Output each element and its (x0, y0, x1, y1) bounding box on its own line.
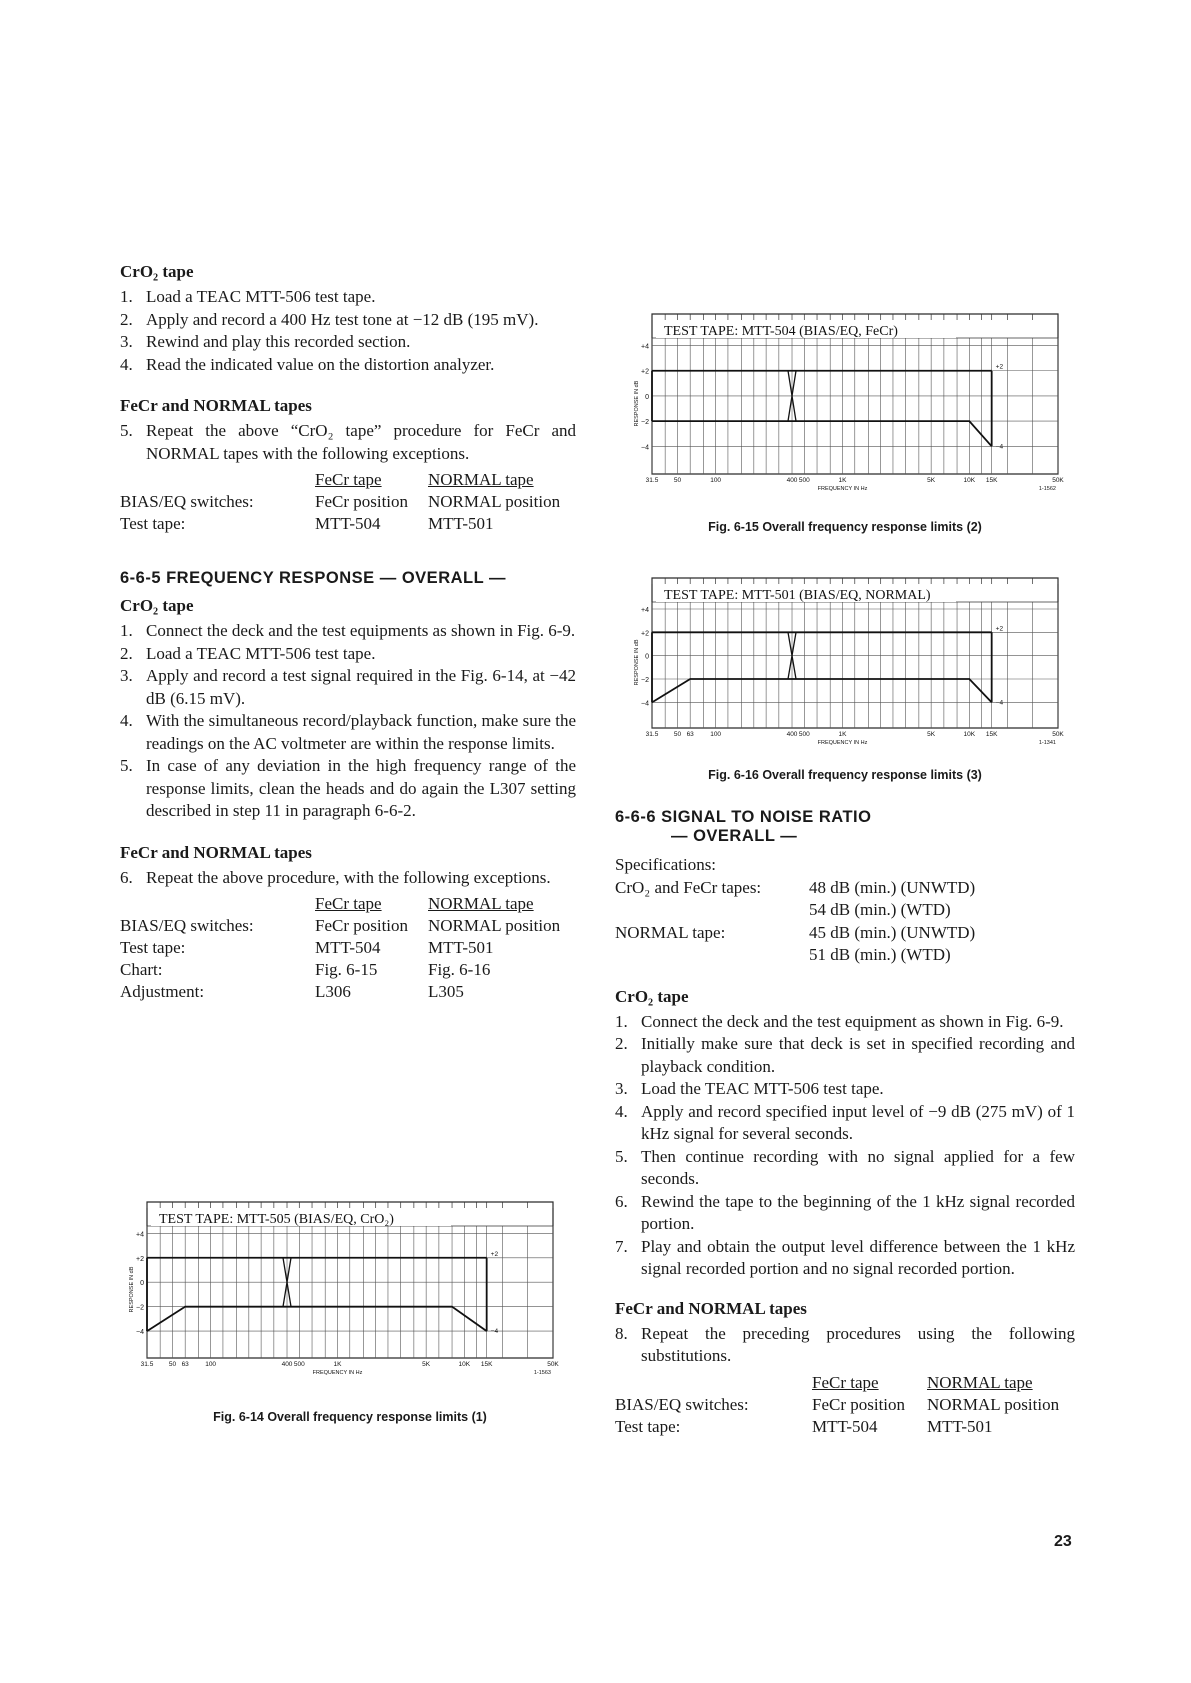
cro2-heading-3: CrO₂ tape (615, 986, 689, 1006)
lower-limit-line (652, 421, 992, 446)
list-item: 5. In case of any deviation in the high frequency range of the response limits, clean the heads and do again the L307 setting described in step 11 in paragraph 6-6-2. (120, 756, 576, 820)
x-tick-label: 100 (205, 1361, 217, 1368)
y-tick-label: +2 (136, 1255, 144, 1263)
y-tick-label: +4 (136, 1231, 144, 1239)
y-tick-label: 0 (645, 653, 649, 661)
figure-6-15 (630, 308, 1064, 508)
y-tick-label: 0 (645, 393, 649, 401)
fecr-heading-3: FeCr and NORMAL tapes (615, 1298, 807, 1318)
cro2-heading: CrO₂ tape (120, 262, 194, 281)
x-tick-label: 1K (838, 731, 847, 738)
switch-table-2: FeCr tape NORMAL tape BIAS/EQ switches: FeCr position NORMAL position Test tape: MTT-504 MTT-501 Chart: Fig. 6-15 Fig. 6-16 Adjustment: L306 L305 (120, 894, 561, 1001)
list-item: 1. Connect the deck and the test equipments as shown in Fig. 6-9. (120, 621, 576, 640)
upper-limit-label: +2 (490, 1250, 499, 1258)
y-tick-label: −4 (641, 700, 649, 708)
y-tick-label: +4 (641, 607, 649, 614)
x-axis-label: FREQUENCY IN Hz (817, 740, 868, 746)
specs-label: Specifications: (615, 855, 717, 874)
x-tick-label: 500 (798, 477, 810, 484)
specs-table (615, 877, 975, 967)
chart-6-15 (630, 308, 1064, 508)
lower-limit-label: −4 (490, 1328, 499, 1336)
table-row: Test tape: MTT-504 MTT-501 (615, 1416, 993, 1436)
x-tick-label: 5K (422, 1361, 431, 1368)
lower-limit-line (652, 679, 992, 702)
list-item: 6. Rewind the tape to the beginning of the 1 kHz signal recorded portion. (615, 1191, 1075, 1233)
list-item: 7. Play and obtain the output level difference between the 1 kHz signal recorded portion and no signal recorded portion. (615, 1236, 1075, 1278)
x-tick-label: 400 (281, 1361, 293, 1368)
x-tick-label: 50K (547, 1361, 559, 1368)
lower-limit-line (147, 1307, 487, 1331)
list-item: 3. Load the TEAC MTT-506 test tape. (615, 1079, 884, 1098)
x-tick-label: 31.5 (645, 477, 659, 484)
chart-title: TEST TAPE: MTT-505 (BIAS/EQ, CrO₂) (159, 1212, 394, 1227)
x-tick-label: 400 (786, 477, 798, 484)
chart-code: 1-1563 (533, 1370, 551, 1376)
table-row: Chart: Fig. 6-15 Fig. 6-16 (120, 960, 491, 979)
y-tick-label: −4 (641, 444, 649, 452)
y-axis-label: RESPONSE IN dB (129, 1266, 135, 1313)
x-tick-label: 100 (710, 731, 722, 738)
section-title-6-6-6-sub: — OVERALL — (671, 827, 798, 845)
x-tick-label: 15K (985, 731, 998, 738)
table-row: BIAS/EQ switches: FeCr position NORMAL position (120, 492, 561, 511)
table-row: CrO₂ and FeCr tapes: 48 dB (min.) (UNWTD) (615, 877, 976, 897)
table-row: Test tape: MTT-504 MTT-501 (120, 938, 494, 957)
table-row: 51 dB (min.) (WTD) (809, 945, 951, 964)
x-tick-label: 50K (1052, 731, 1064, 738)
list-item: 2. Apply and record a 400 Hz test tone at −12 dB (195 mV). (120, 309, 539, 329)
y-tick-label: 0 (140, 1280, 144, 1288)
snr-steps (615, 1011, 1075, 1281)
x-tick-label: 31.5 (140, 1361, 154, 1368)
y-tick-label: +4 (641, 343, 649, 351)
caption-6-15: Fig. 6-15 Overall frequency response limits (2) (708, 520, 982, 534)
list-item: 6. Repeat the above procedure, with the following exceptions. (120, 867, 551, 887)
x-tick-label: 500 (798, 731, 810, 738)
page-number: 23 (1054, 1533, 1072, 1550)
upper-limit-label: +2 (995, 363, 1004, 371)
caption-6-16: Fig. 6-16 Overall frequency response limits (3) (708, 768, 982, 782)
y-tick-label: −2 (641, 419, 649, 427)
x-tick-label: 15K (480, 1361, 493, 1368)
list-item: 5. Then continue recording with no signal applied for a few seconds. (615, 1146, 1075, 1188)
lower-limit-label: −4 (995, 699, 1004, 707)
fecr-steps-2 (120, 867, 576, 890)
figure-6-16 (630, 572, 1064, 762)
caption-6-14: Fig. 6-14 Overall frequency response limits (1) (213, 1410, 487, 1424)
y-tick-label: −2 (136, 1304, 144, 1312)
x-tick-label: 63 (686, 731, 694, 738)
section-title-6-6-5: 6-6-5 FREQUENCY RESPONSE — OVERALL — (120, 569, 506, 587)
y-tick-label: −4 (136, 1329, 144, 1337)
x-tick-label: 15K (985, 477, 998, 484)
fecr-steps-3 (615, 1323, 1075, 1368)
list-item: 4. Read the indicated value on the distortion analyzer. (120, 354, 495, 374)
list-item: 1. Connect the deck and the test equipment as shown in Fig. 6-9. (615, 1011, 1064, 1031)
table-row: BIAS/EQ switches: FeCr position NORMAL position (120, 916, 561, 935)
list-item: 4. With the simultaneous record/playback function, make sure the readings on the AC voltmeter are within the response limits. (120, 711, 576, 753)
lower-limit-label: −4 (995, 443, 1004, 451)
x-tick-label: 10K (963, 477, 976, 484)
x-tick-label: 5K (927, 731, 936, 738)
x-axis-label: FREQUENCY IN Hz (312, 1370, 363, 1376)
list-item: 3. Rewind and play this recorded section. (120, 332, 411, 351)
x-tick-label: 5K (927, 477, 936, 484)
upper-limit-label: +2 (995, 625, 1004, 633)
y-axis-label: RESPONSE IN dB (634, 639, 640, 686)
y-tick-label: −2 (641, 677, 649, 684)
x-tick-label: 50K (1052, 477, 1064, 484)
freq-steps (120, 620, 576, 823)
x-tick-label: 10K (963, 731, 976, 738)
chart-title: TEST TAPE: MTT-504 (BIAS/EQ, FeCr) (664, 324, 898, 339)
x-tick-label: 1K (838, 477, 847, 484)
table-row: NORMAL tape: 45 dB (min.) (UNWTD) (615, 922, 976, 942)
switch-table-1: FeCr tape NORMAL tape BIAS/EQ switches: FeCr position NORMAL position Test tape: MTT-504 MTT-501 (120, 470, 561, 533)
x-tick-label: 1K (333, 1361, 342, 1368)
fecr-heading: FeCr and NORMAL tapes (120, 396, 312, 415)
x-tick-label: 10K (458, 1361, 471, 1368)
chart-6-16 (630, 572, 1064, 762)
chart-code: 1-1562 (1038, 486, 1056, 492)
list-item: 4. Apply and record specified input level of −9 dB (275 mV) of 1 kHz signal for several seconds. (615, 1101, 1075, 1143)
cro2-steps (120, 286, 576, 376)
cro2-heading-2: CrO₂ tape (120, 596, 194, 615)
x-tick-label: 500 (293, 1361, 305, 1368)
chart-code: 1-1341 (1038, 740, 1056, 746)
list-item: 5. Repeat the above “CrO₂ tape” procedure for FeCr and NORMAL tapes with the following exceptions. (120, 421, 576, 463)
list-item: 2. Load a TEAC MTT-506 test tape. (120, 643, 376, 663)
x-tick-label: 400 (786, 731, 798, 738)
x-axis-label: FREQUENCY IN Hz (817, 486, 868, 492)
chart-6-14 (125, 1196, 559, 1392)
chart-title: TEST TAPE: MTT-501 (BIAS/EQ, NORMAL) (664, 588, 931, 603)
table-row: 54 dB (min.) (WTD) (809, 900, 951, 919)
fecr-steps (120, 420, 576, 465)
fecr-heading-2: FeCr and NORMAL tapes (120, 842, 312, 862)
list-item: 3. Apply and record a test signal required in the Fig. 6-14, at −42 dB (6.15 mV). (120, 666, 576, 708)
left-column (120, 262, 576, 1003)
right-column (615, 808, 1075, 1438)
x-tick-label: 50 (673, 731, 682, 738)
figure-6-14 (125, 1196, 559, 1392)
y-tick-label: +2 (641, 630, 649, 638)
table-row: BIAS/EQ switches: FeCr position NORMAL position (615, 1394, 1060, 1414)
switch-table-3: FeCr tape NORMAL tape BIAS/EQ switches: FeCr position NORMAL position Test tape: MTT-504 MTT-501 (615, 1372, 1060, 1436)
table-row: Test tape: MTT-504 MTT-501 (120, 514, 494, 533)
x-tick-label: 50 (168, 1361, 177, 1368)
x-tick-label: 100 (710, 477, 722, 484)
x-tick-label: 63 (181, 1361, 189, 1368)
list-item: 1. Load a TEAC MTT-506 test tape. (120, 287, 376, 306)
list-item: 2. Initially make sure that deck is set in specified recording and playback condition. (615, 1034, 1075, 1076)
x-tick-label: 31.5 (645, 731, 659, 738)
section-title-6-6-6: 6-6-6 SIGNAL TO NOISE RATIO (615, 808, 872, 826)
list-item: 8. Repeat the preceding procedures using the following substitutions. (615, 1323, 1075, 1365)
x-tick-label: 50 (673, 477, 682, 484)
table-row: Adjustment: L306 L305 (120, 982, 464, 1001)
y-tick-label: +2 (641, 368, 649, 376)
y-axis-label: RESPONSE IN dB (634, 380, 640, 427)
